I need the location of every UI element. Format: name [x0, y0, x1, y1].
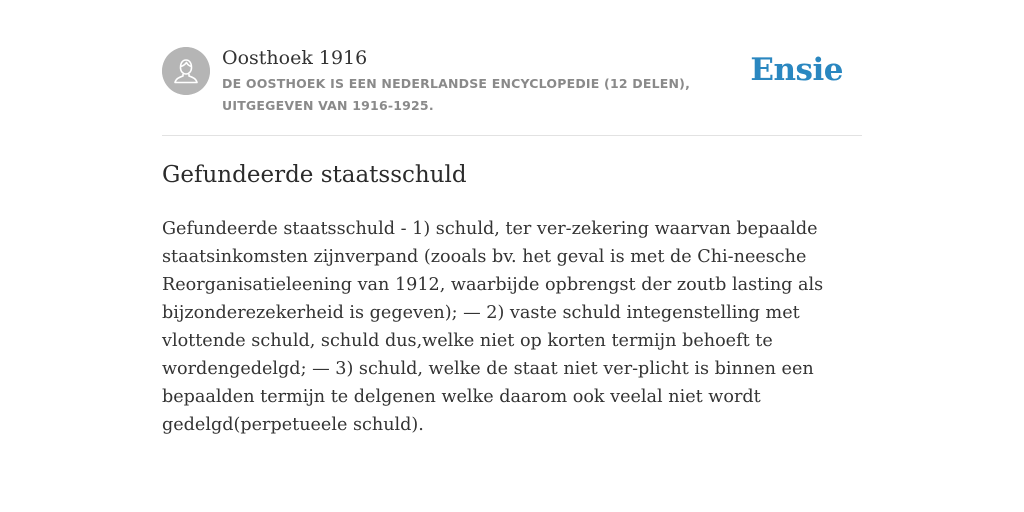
- source-description: DE OOSTHOEK IS EEN NEDERLANDSE ENCYCLOPEDIE (12 DELEN), UITGEGEVEN VAN 1916-1925.: [222, 76, 691, 113]
- source-title[interactable]: Oosthoek 1916: [222, 47, 368, 69]
- page-container: [162, 0, 862, 439]
- source-info: [222, 45, 762, 117]
- source-header: [162, 0, 862, 136]
- entry-body: Gefundeerde staatsschuld - 1) schuld, ter ver-zekering waarvan bepaalde staatsinkomsten zijnverpand (zooals bv. het geval is met de Chi-neesche Reorganisatieleening van 1912, waarbijde opbrengst der zoutb lasting als bijzonderezekerheid is gegeven); — 2) vaste schuld integenstelling met vlottende schuld, schuld dus,welke niet op korten termijn behoeft te wordengedelgd; — 3) schuld, welke de staat niet ver-plicht is binnen een bepaalden termijn te delgenen welke daarom ook veelal niet wordt gedelgd(perpetueele schuld).: [162, 219, 824, 435]
- entry-title: Gefundeerde staatsschuld: [162, 162, 467, 188]
- user-avatar-icon: [162, 47, 210, 95]
- ensie-logo-link[interactable]: Ensie: [750, 52, 843, 88]
